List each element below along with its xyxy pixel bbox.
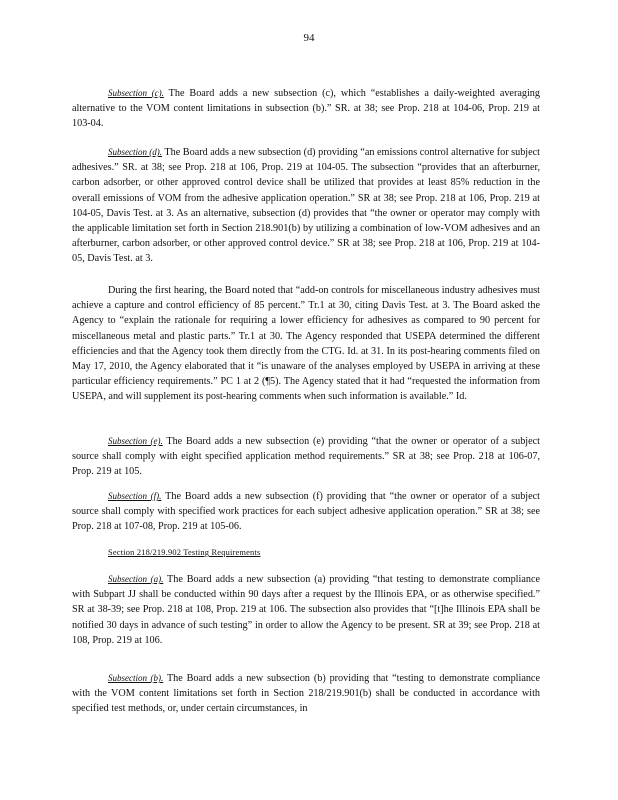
paragraph-text: The Board adds a new subsection (f) providing that “the owner or operator of a subject source shall comply with specified work practices for each subject adhesive application operation.” SR at 38; see Prop. 218 at 107-08, Prop. 219 at 105-06. (72, 491, 540, 533)
section-heading: Section 218/219.902 Testing Requirements (108, 548, 261, 557)
subsection-heading: Subsection (d). (108, 147, 163, 157)
subsection-heading: Subsection (a). (108, 574, 164, 584)
paragraph-first-hearing (72, 283, 540, 405)
paragraph-subsection-f (72, 489, 540, 535)
paragraph-testing-subsection-b (72, 671, 540, 717)
paragraph-subsection-e (72, 434, 540, 480)
subsection-heading: Subsection (c). (108, 88, 164, 98)
subsection-heading: Subsection (e). (108, 436, 163, 446)
paragraph-subsection-d (72, 145, 540, 267)
paragraph-text: The Board adds a new subsection (d) providing “an emissions control alternative for subject adhesives.” SR. at 38; see Prop. 218 at 106, Prop. 219 at 104-05. The subsection “provides that an afterburner, carbon adsorber, or other approved control device shall be utilized that provides at least 85% reduction in the overall emissions of VOM from the adhesive application operation.” SR at 38; see Prop. 218 at 106, Prop. 219 at 104-05, Davis Test. at 3. As an alternative, subsection (d) provides that “the owner or operator may comply with the applicable limitation set forth in Section 218.901(b) by utilizing a combination of low-VOM adhesives and an afterburner, carbon adsorber, or other approved control device.” SR at 38; see Prop. 218 at 106, Prop. 219 at 104-05, Davis Test. at 3. (72, 147, 541, 265)
page-number: 94 (303, 32, 315, 44)
paragraph-testing-subsection-a (72, 572, 540, 648)
paragraph-text: The Board adds a new subsection (b) providing that “testing to demonstrate compliance with the VOM content limitations set forth in Section 218/219.901(b) shall be conducted in accordance with specified test methods, or, under certain circumstances, in (72, 673, 540, 715)
subsection-heading: Subsection (b). (108, 673, 164, 683)
paragraph-text: During the first hearing, the Board noted that “add-on controls for miscellaneous industry adhesives must achieve a capture and control efficiency of 85 percent.” Tr.1 at 30, citing Davis Test. at 3. The Board asked the Agency to “explain the rationale for requiring a lower efficiency for adhesives as compared to 90 percent for miscellaneous metal and plastic parts.” Tr.1 at 30. The Agency responded that USEPA determined the different efficiencies and that the Agency took them directly from the CTG. Id. at 31. In its post-hearing comments filed on May 17, 2010, the Agency elaborated that it “is unaware of the analyses employed by USEPA in arriving at these particular efficiency requirements.” PC 1 at 2 (¶5). The Agency stated that it had “requested the information from USEPA, and will supplement its post-hearing comments when such information is available.” Id. (72, 285, 540, 403)
paragraph-text: The Board adds a new subsection (e) providing “that the owner or operator of a subject source shall comply with eight specified application method requirements.” SR at 38; see Prop. 218 at 106-07, Prop. 219 at 105. (72, 436, 541, 478)
subsection-heading: Subsection (f). (108, 491, 162, 501)
paragraph-text: The Board adds a new subsection (a) providing “that testing to demonstrate compliance with Subpart JJ shall be conducted within 90 days after a request by the Illinois EPA, or as otherwise specified.” SR at 38-39; see Prop. 218 at 108, Prop. 219 at 106. The subsection also provides that “[t]he Illinois EPA shall be notified 30 days in advance of such testing” in order to allow the Agency to be present. SR at 39; see Prop. 218 at 108, Prop. 219 at 106. (72, 574, 540, 646)
paragraph-text: The Board adds a new subsection (c), which “establishes a daily-weighted averaging alternative to the VOM content limitations in subsection (b).” SR. at 38; see Prop. 218 at 104-06, Prop. 219 at 103-04. (72, 88, 540, 130)
paragraph-subsection-c (72, 86, 540, 132)
